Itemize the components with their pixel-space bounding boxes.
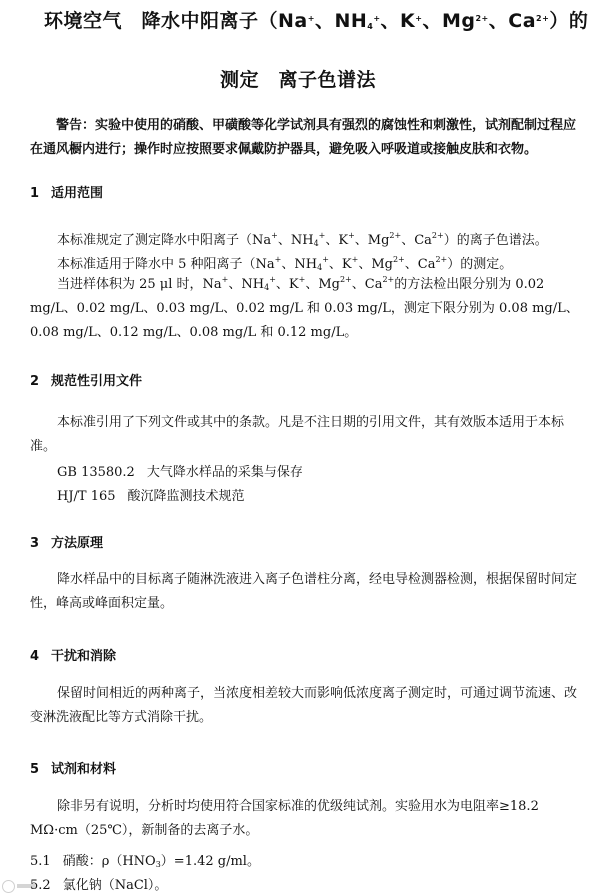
section-3-paragraph: 降水样品中的目标离子随淋洗液进入离子色谱柱分离，经电导检测器检测，根据保留时间定性，峰高或峰面积定量。 [30,572,578,611]
section-5-paragraph: 除非另有说明，分析时均使用符合国家标准的优级纯试剂。实验用水为电阻率≥18.2 MΩ·cm（25℃），新制备的去离子水。 [30,799,539,838]
section-3-heading: 3 方法原理 [30,536,104,551]
section-1-heading: 1 适用范围 [30,186,104,201]
section-1-paragraph-3: 当进样体积为 25 μl 时，Na+、$NH_4^+$、K+、$Mg^{2+}$、$Ca^{2+}$的方法检出限分别为 0.02 mg/L、0.02 mg/L、0.03 mg/L、0.02 mg/L 和 0.03 mg/L，测定下限分别为 0.08 mg/L、0.08 mg/L、0.12 mg/L、0.08 mg/L 和 0.12 mg/L。 [30,275,579,340]
reagent-item-5-2: 5.2 氯化钠（NaCl）。 [30,878,168,893]
section-4-paragraph: 保留时间相近的两种离子，当浓度相差较大而影响低浓度离子测定时，可通过调节流速、改变淋洗液配比等方式消除干扰。 [30,686,578,725]
section-2-heading: 2 规范性引用文件 [30,374,143,389]
warning-paragraph: 警告：实验中使用的硝酸、甲磺酸等化学试剂具有强烈的腐蚀性和刺激性，试剂配制过程应在通风橱内进行；操作时应按照要求佩戴防护器具，避免吸入呼吸道或接触皮肤和衣物。 [30,118,577,157]
document-title-line1: 环境空气 降水中阳离子（Na+、$NH_4^+$、K+、$Mg^{2+}$、$Ca^{2+}$）的 [44,10,589,32]
reference-item: GB 13580.2 大气降水样品的采集与保存 [57,465,303,480]
watermark-logo-icon [2,879,36,893]
reference-item: HJ/T 165 酸沉降监测技术规范 [57,489,245,504]
section-5-heading: 5 试剂和材料 [30,762,117,777]
section-1-paragraph-1: 本标准规定了测定降水中阳离子（Na+、$NH_4^+$、K+、$Mg^{2+}$、$Ca^{2+}$）的离子色谱法。 [57,231,548,248]
section-1-paragraph-2: 本标准适用于降水中 5 种阳离子（Na+、$NH_4^+$、K+、$Mg^{2+}$、$Ca^{2+}$）的测定。 [57,255,513,272]
section-2-paragraph: 本标准引用了下列文件或其中的条款。凡是不注日期的引用文件，其有效版本适用于本标准。 [30,415,565,454]
document-title-line2: 测定 离子色谱法 [220,69,377,91]
section-4-heading: 4 干扰和消除 [30,649,117,664]
reagent-item-5-1: 5.1 硝酸：$\rho(HNO_3)=1.42$ g/ml。 [30,854,260,869]
